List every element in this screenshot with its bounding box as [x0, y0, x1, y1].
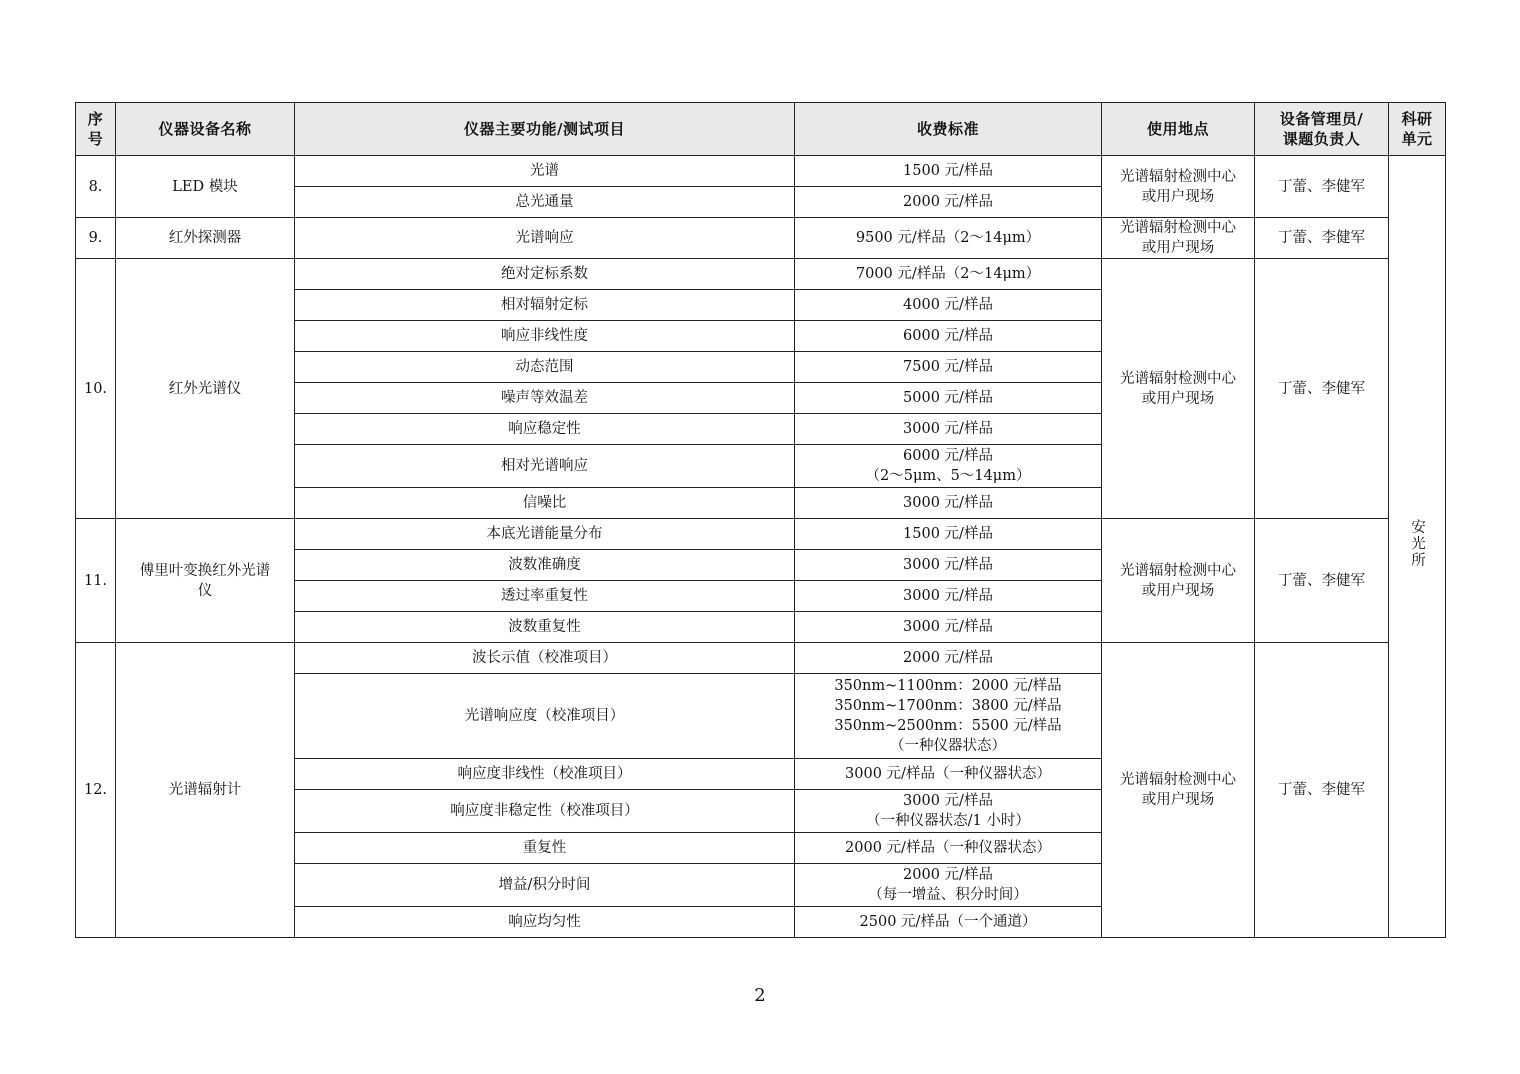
function-cell: 噪声等效温差 — [295, 383, 795, 414]
function-cell: 响应度非稳定性（校准项目） — [295, 790, 795, 833]
page-number: 2 — [754, 985, 766, 1006]
header-seq: 序 号 — [76, 103, 116, 156]
fee-cell: 3000 元/样品 — [795, 581, 1102, 612]
seq-cell: 12. — [76, 643, 116, 938]
function-cell: 重复性 — [295, 833, 795, 864]
function-cell: 光谱响应度（校准项目） — [295, 674, 795, 759]
instrument-name-cell: 傅里叶变换红外光谱 仪 — [116, 519, 295, 643]
fee-cell: 3000 元/样品 — [795, 550, 1102, 581]
function-cell: 绝对定标系数 — [295, 259, 795, 290]
location-cell: 光谱辐射检测中心 或用户现场 — [1102, 519, 1255, 643]
fee-cell: 4000 元/样品 — [795, 290, 1102, 321]
fee-cell: 3000 元/样品 — [795, 612, 1102, 643]
table-row — [76, 519, 1446, 550]
instrument-name-cell: LED 模块 — [116, 156, 295, 218]
function-cell: 增益/积分时间 — [295, 864, 795, 907]
function-cell: 透过率重复性 — [295, 581, 795, 612]
manager-cell: 丁蕾、李健军 — [1255, 259, 1389, 519]
fee-cell: 1500 元/样品 — [795, 156, 1102, 187]
function-cell: 信噪比 — [295, 488, 795, 519]
function-cell: 波长示值（校准项目） — [295, 643, 795, 674]
table-row — [76, 218, 1446, 259]
function-cell: 光谱 — [295, 156, 795, 187]
function-cell: 相对光谱响应 — [295, 445, 795, 488]
header-location: 使用地点 — [1102, 103, 1255, 156]
function-cell: 相对辐射定标 — [295, 290, 795, 321]
table-row — [76, 156, 1446, 187]
function-cell: 响应非线性度 — [295, 321, 795, 352]
function-cell: 响应均匀性 — [295, 907, 795, 938]
location-cell: 光谱辐射检测中心 或用户现场 — [1102, 156, 1255, 218]
manager-cell: 丁蕾、李健军 — [1255, 218, 1389, 259]
fee-cell: 1500 元/样品 — [795, 519, 1102, 550]
function-cell: 本底光谱能量分布 — [295, 519, 795, 550]
fee-cell: 2000 元/样品 — [795, 643, 1102, 674]
manager-cell: 丁蕾、李健军 — [1255, 519, 1389, 643]
seq-cell: 9. — [76, 218, 116, 259]
fee-cell: 3000 元/样品 — [795, 488, 1102, 519]
table-row — [76, 643, 1446, 674]
function-cell: 光谱响应 — [295, 218, 795, 259]
header-unit: 科研 单元 — [1389, 103, 1446, 156]
function-cell: 总光通量 — [295, 187, 795, 218]
header-row — [76, 103, 1446, 156]
table-row — [76, 259, 1446, 290]
fee-cell: 2000 元/样品（一种仪器状态） — [795, 833, 1102, 864]
fee-cell: 3000 元/样品 （一种仪器状态/1 小时） — [795, 790, 1102, 833]
fee-cell: 6000 元/样品 （2～5μm、5～14μm） — [795, 445, 1102, 488]
fee-cell: 3000 元/样品（一种仪器状态） — [795, 759, 1102, 790]
fee-table — [75, 102, 1446, 938]
unit-value: 安光所 — [1409, 518, 1425, 569]
header-name: 仪器设备名称 — [116, 103, 295, 156]
location-cell: 光谱辐射检测中心 或用户现场 — [1102, 218, 1255, 259]
instrument-name-cell: 红外探测器 — [116, 218, 295, 259]
header-manager: 设备管理员/ 课题负责人 — [1255, 103, 1389, 156]
function-cell: 响应稳定性 — [295, 414, 795, 445]
function-cell: 动态范围 — [295, 352, 795, 383]
header-fee: 收费标准 — [795, 103, 1102, 156]
instrument-name-cell: 红外光谱仪 — [116, 259, 295, 519]
fee-cell: 2000 元/样品 （每一增益、积分时间） — [795, 864, 1102, 907]
location-cell: 光谱辐射检测中心 或用户现场 — [1102, 259, 1255, 519]
fee-cell: 7000 元/样品（2～14μm） — [795, 259, 1102, 290]
seq-cell: 10. — [76, 259, 116, 519]
instrument-name-cell: 光谱辐射计 — [116, 643, 295, 938]
fee-cell: 5000 元/样品 — [795, 383, 1102, 414]
fee-cell: 7500 元/样品 — [795, 352, 1102, 383]
seq-cell: 8. — [76, 156, 116, 218]
table-body — [76, 156, 1446, 938]
header-function: 仪器主要功能/测试项目 — [295, 103, 795, 156]
fee-cell: 6000 元/样品 — [795, 321, 1102, 352]
fee-cell: 350nm~1100nm：2000 元/样品 350nm~1700nm：3800 元/样品 350nm~2500nm：5500 元/样品 （一种仪器状态） — [795, 674, 1102, 759]
function-cell: 响应度非线性（校准项目） — [295, 759, 795, 790]
seq-cell: 11. — [76, 519, 116, 643]
fee-cell: 2000 元/样品 — [795, 187, 1102, 218]
manager-cell: 丁蕾、李健军 — [1255, 156, 1389, 218]
function-cell: 波数准确度 — [295, 550, 795, 581]
function-cell: 波数重复性 — [295, 612, 795, 643]
fee-cell: 9500 元/样品（2～14μm） — [795, 218, 1102, 259]
manager-cell: 丁蕾、李健军 — [1255, 643, 1389, 938]
location-cell: 光谱辐射检测中心 或用户现场 — [1102, 643, 1255, 938]
unit-cell — [1389, 156, 1446, 938]
fee-cell: 2500 元/样品（一个通道） — [795, 907, 1102, 938]
fee-cell: 3000 元/样品 — [795, 414, 1102, 445]
